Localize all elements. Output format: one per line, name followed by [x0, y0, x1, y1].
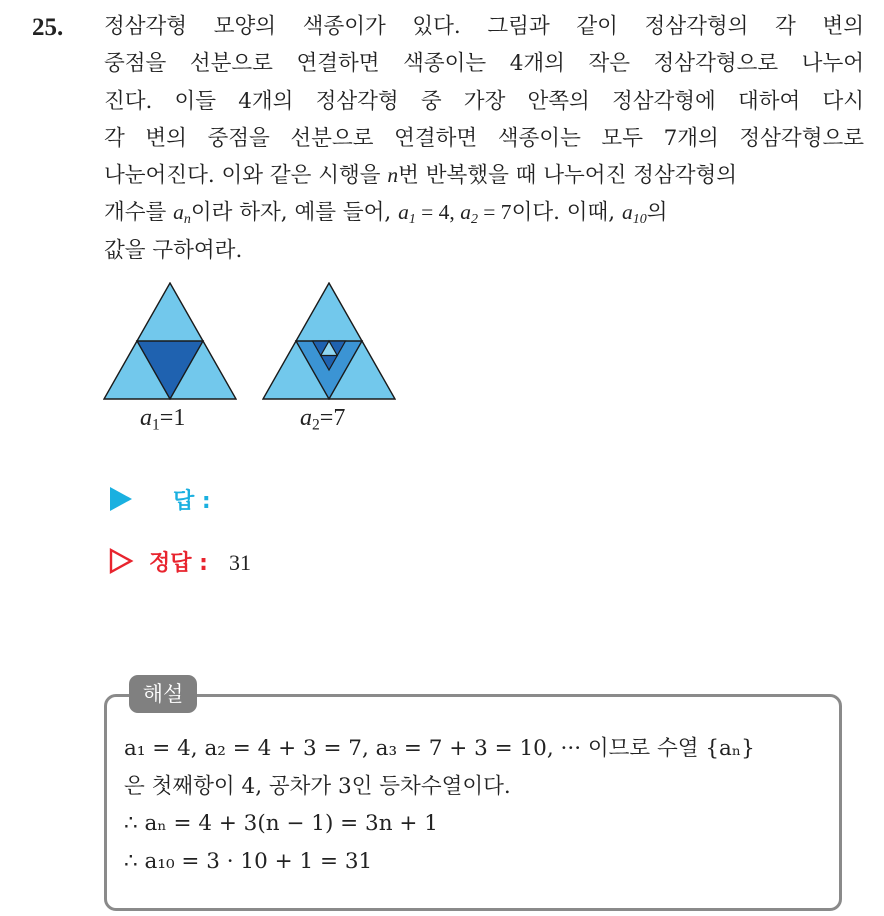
correct-answer-label: 정답 :	[149, 551, 208, 576]
var-a10-base: a	[621, 200, 633, 225]
problem-line-5-a: 나눈어진다. 이와 같은 시행을	[104, 163, 388, 189]
problem-line-7: 값을 구하여라.	[104, 237, 243, 263]
problem-line-2: 중점을 선분으로 연결하면 색종이는 4개의 작은 정삼각형으로 나누어	[104, 51, 864, 77]
triangle-figure-1	[103, 282, 237, 400]
problem-line-6-d: 의	[646, 200, 668, 226]
solution-line-2: 은 첫째항이 4, 공차가 3인 등차수열이다.	[124, 773, 511, 799]
solution-line-3: ∴ aₙ = 4 + 3(n − 1) = 3n + 1	[124, 811, 438, 836]
solution-line-4: ∴ a₁₀ = 3 · 10 + 1 = 31	[124, 848, 373, 874]
var-a2	[460, 200, 478, 228]
triangle-figure-2	[262, 282, 396, 400]
caption-2-sub: 2	[312, 416, 320, 434]
var-an-base: a	[173, 200, 184, 225]
caption-1-value: =1	[159, 405, 186, 431]
var-a2-base: a	[460, 200, 471, 225]
play-arrow-shape	[110, 487, 132, 511]
var-a1-base: a	[398, 200, 409, 225]
var-an-sub: n	[183, 212, 191, 228]
var-a2-sub: 2	[470, 212, 478, 228]
answer-label: 답 :	[173, 489, 211, 514]
figure-2-caption	[300, 405, 345, 432]
problem-line-6	[104, 194, 864, 231]
eq-a1: = 4,	[415, 200, 461, 225]
var-a10	[621, 200, 647, 228]
problem-line-1: 정삼각형 모양의 색종이가 있다. 그림과 같이 정삼각형의 각 변의	[104, 14, 864, 39]
eq-a2: = 7	[477, 200, 512, 225]
problem-line-6-a: 개수를	[104, 200, 174, 226]
outline-arrow-icon	[108, 547, 134, 575]
problem-line-5	[104, 157, 864, 194]
play-arrow-icon	[108, 485, 134, 513]
var-a10-sub: 10	[632, 212, 647, 228]
problem-line-5-b: 번 반복했을 때 나누어진 정삼각형의	[398, 163, 738, 189]
problem-line-6-b: 이라 하자, 예를 들어,	[190, 200, 399, 226]
solution-line-1: a₁ = 4, a₂ = 4 + 3 = 7, a₃ = 7 + 3 = 10, ··· 이므로 수열 {aₙ}	[124, 736, 755, 761]
answer-row	[108, 484, 211, 515]
solution-tag: 해설	[129, 675, 197, 713]
problem-line-4: 각 변의 중점을 선분으로 연결하면 색종이는 모두 7개의 정삼각형으로	[104, 125, 864, 151]
correct-answer-value: 31	[228, 550, 251, 575]
caption-1-sub: 1	[152, 416, 160, 434]
var-a1	[398, 200, 416, 228]
caption-2-var: a	[300, 405, 312, 431]
caption-1-var: a	[140, 405, 152, 431]
solution-body	[124, 730, 840, 880]
var-a1-sub: 1	[408, 212, 416, 228]
correct-answer-row	[108, 546, 251, 577]
outline-arrow-shape	[111, 550, 131, 572]
problem-number: 25.	[32, 14, 64, 41]
caption-2-value: =7	[319, 405, 346, 431]
problem-line-6-c: 이다. 이때,	[511, 200, 622, 226]
problem-line-3: 진다. 이들 4개의 정삼각형 중 가장 안쪽의 정삼각형에 대하여 다시	[104, 88, 864, 114]
var-an	[173, 200, 191, 228]
figure-1-caption	[140, 405, 185, 432]
var-n: n	[387, 163, 399, 188]
problem-text	[104, 8, 864, 269]
